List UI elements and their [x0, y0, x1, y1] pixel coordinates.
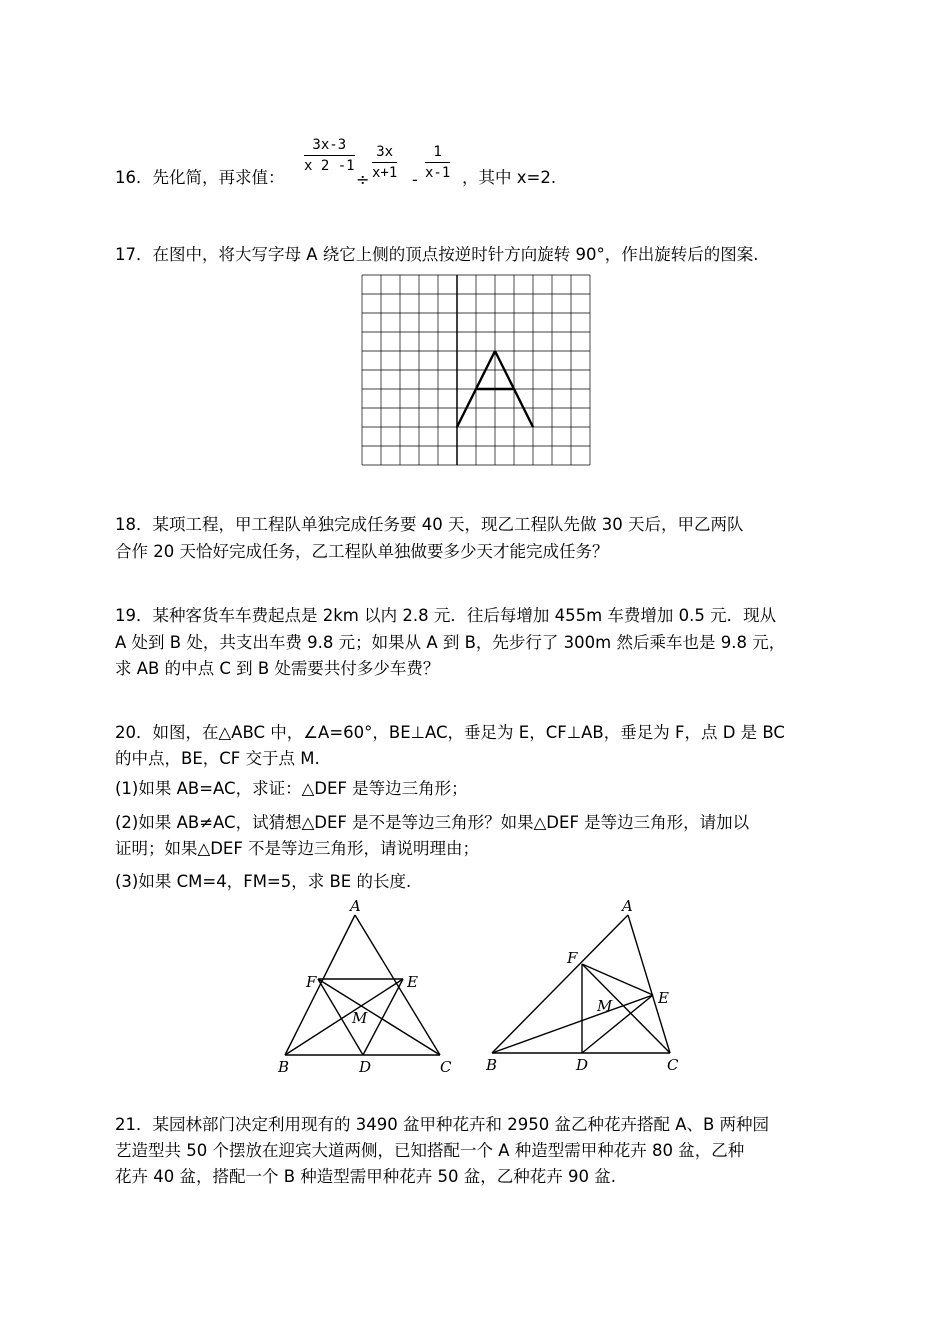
fig2-label-b: B — [486, 1056, 498, 1074]
fig1-segment-be — [285, 979, 403, 1055]
q20-line-2: 的中点，BE，CF 交于点 M. — [115, 749, 320, 768]
q16-fraction-3 — [425, 143, 450, 182]
triangle-figure-scalene — [480, 895, 690, 1075]
q19-line-1: 19．某种客货车车费起点是 2km 以内 2.8 元．往后每增加 455m 车费增加 0.5 元．现从 — [115, 606, 777, 625]
q19-line-3: 求 AB 的中点 C 到 B 处需要共付多少车费？ — [115, 659, 440, 678]
fig1-label-e: E — [407, 973, 418, 991]
fig2-label-m: M — [597, 997, 613, 1015]
q16-suffix: ，其中 x=2. — [462, 168, 557, 187]
q20-part-1: (1)如果 AB=AC，求证：△DEF 是等边三角形； — [115, 779, 468, 798]
q16-frac1-numerator: 3x-3 — [304, 136, 355, 156]
q18-line-1: 18．某项工程，甲工程队单独完成任务要 40 天，现乙工程队先做 30 天后，甲乙两队 — [115, 515, 744, 534]
q16-fraction-2 — [372, 143, 397, 182]
fig2-segment-be — [492, 995, 653, 1053]
rotation-grid-figure — [362, 275, 590, 465]
q18-line-2: 合作 20 天恰好完成任务，乙工程队单独做要多少天才能完成任务？ — [115, 542, 609, 561]
q16-frac2-numerator: 3x — [372, 143, 397, 163]
fig2-segment-ed — [582, 995, 653, 1053]
q20-part-3: (3)如果 CM=4，FM=5，求 BE 的长度. — [115, 872, 412, 891]
triangle-figure-isosceles — [270, 895, 460, 1075]
q20-part-2-line-2: 证明；如果△DEF 不是等边三角形，请说明理由； — [115, 839, 480, 858]
fig1-side-ac — [355, 915, 440, 1055]
q16-minus-sign: - — [412, 170, 418, 189]
fig2-label-e: E — [658, 989, 669, 1007]
q21-line-1: 21．某园林部门决定利用现有的 3490 盆甲种花卉和 2950 盆乙种花卉搭配 A、B 两种园 — [115, 1115, 770, 1134]
q21-line-2: 艺造型共 50 个摆放在迎宾大道两侧，已知搭配一个 A 种造型需甲种花卉 80 盆，乙种 — [115, 1141, 745, 1160]
q16-divide-sign: ÷ — [356, 170, 370, 189]
fig1-label-c: C — [440, 1058, 452, 1076]
fig2-label-a: A — [622, 897, 633, 915]
fig1-label-b: B — [278, 1058, 290, 1076]
fig1-label-a: A — [350, 897, 361, 915]
q19-line-2: A 处到 B 处，共支出车费 9.8 元；如果从 A 到 B，先步行了 300m 然后乘车也是 9.8 元， — [115, 633, 786, 652]
q21-line-3: 花卉 40 盆，搭配一个 B 种造型需甲种花卉 50 盆，乙种花卉 90 盆. — [115, 1167, 617, 1186]
fig1-segment-ed — [363, 979, 403, 1055]
fig1-label-f: F — [306, 973, 317, 991]
q16-frac1-denominator: x 2 -1 — [304, 158, 355, 174]
fig1-label-d: D — [359, 1058, 372, 1076]
q16-fraction-1 — [304, 136, 355, 175]
fig2-label-c: C — [667, 1056, 679, 1074]
q16-frac3-numerator: 1 — [425, 143, 450, 163]
fig2-segment-fe — [582, 964, 653, 995]
q17-text: 17．在图中，将大写字母 A 绕它上侧的顶点按逆时针方向旋转 90°，作出旋转后的图案. — [115, 245, 759, 264]
q16-frac3-denominator: x-1 — [425, 165, 451, 181]
fig1-side-ab — [285, 915, 355, 1055]
fig1-label-m: M — [352, 1009, 368, 1027]
fig2-label-f: F — [567, 949, 578, 967]
q20-line-1: 20．如图，在△ABC 中，∠A=60°，BE⊥AC，垂足为 E，CF⊥AB，垂足为 F，点 D 是 BC — [115, 723, 785, 742]
fig2-label-d: D — [576, 1056, 589, 1074]
q20-part-2-line-1: (2)如果 AB≠AC，试猜想△DEF 是不是等边三角形？如果△DEF 是等边三角形，请加以 — [115, 813, 750, 832]
q16-frac2-denominator: x+1 — [372, 165, 398, 181]
fig1-segment-cf — [318, 979, 440, 1055]
q16-prefix: 16．先化简，再求值： — [115, 168, 285, 187]
